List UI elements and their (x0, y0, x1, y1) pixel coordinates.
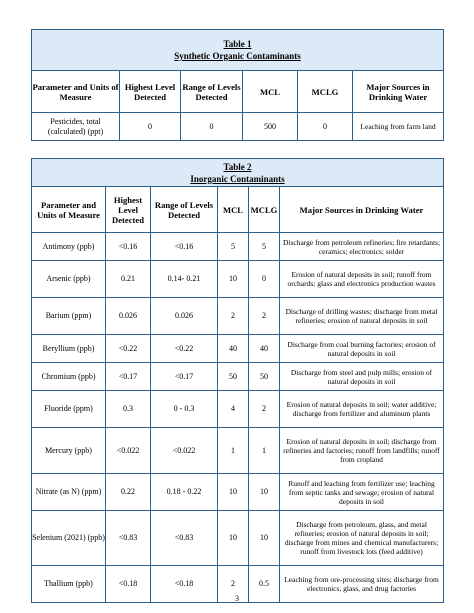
cell-range: <0.16 (151, 233, 218, 261)
col-header-mcl: MCL (218, 187, 249, 233)
table-row (32, 233, 444, 261)
table-row (32, 261, 444, 298)
cell-mcl: 4 (218, 391, 249, 428)
cell-source: Erosion of natural deposits in soil; runoff from orchards; glass and electronics production wastes (280, 261, 444, 298)
cell-source: Discharge from coal burning factories; erosion of natural deposits in soil (280, 335, 444, 363)
cell-source: Discharge from petroleum, glass, and metal refineries; erosion of natural deposits in soil; discharge from mines and chemical manufacturers; runoff from livestock lots (feed additive) (280, 511, 444, 566)
cell-parameter: Pesticides, total (calculated) (ppt) (32, 113, 120, 141)
cell-source: Leaching from ore-processing sites; discharge from electronics, glass, and drug factories (280, 566, 444, 603)
cell-highest: <0.22 (106, 335, 151, 363)
table1-header-row (32, 71, 444, 113)
table1-title (32, 30, 444, 71)
cell-parameter: Chromium (ppb) (32, 363, 106, 391)
table-row (32, 474, 444, 511)
cell-mclg: 2 (249, 298, 280, 335)
cell-parameter: Beryllium (ppb) (32, 335, 106, 363)
cell-source: Runoff and leaching from fertilizer use; leaching from septic tanks and sewage; erosion of natural deposits in soil (280, 474, 444, 511)
cell-mclg: 2 (249, 391, 280, 428)
cell-mclg: 0 (249, 261, 280, 298)
cell-highest: <0.16 (106, 233, 151, 261)
col-header-sources: Major Sources in Drinking Water (353, 71, 444, 113)
cell-highest: 0.026 (106, 298, 151, 335)
cell-highest: 0.3 (106, 391, 151, 428)
col-header-mclg: MCLG (249, 187, 280, 233)
col-header-mclg: MCLG (298, 71, 353, 113)
cell-source: Leaching from farm land (353, 113, 444, 141)
col-header-sources: Major Sources in Drinking Water (280, 187, 444, 233)
cell-parameter: Antimony (ppb) (32, 233, 106, 261)
table-row (32, 428, 444, 474)
col-header-highest: Highest Level Detected (120, 71, 181, 113)
cell-source: Erosion of natural deposits in soil; water additive; discharge from fertilizer and aluminum plants (280, 391, 444, 428)
table2-title-number: Table 2 (223, 161, 252, 172)
cell-highest: <0.022 (106, 428, 151, 474)
cell-range: <0.022 (151, 428, 218, 474)
cell-parameter: Selenium (2021) (ppb) (32, 511, 106, 566)
cell-source: Discharge from petroleum refineries; fire retardants; ceramics; electronics; solder (280, 233, 444, 261)
cell-source: Discharge from steel and pulp mills; erosion of natural deposits in soil (280, 363, 444, 391)
cell-mcl: 50 (218, 363, 249, 391)
cell-highest: 0.22 (106, 474, 151, 511)
cell-mcl: 10 (218, 511, 249, 566)
cell-range: <0.18 (151, 566, 218, 603)
cell-mcl: 1 (218, 428, 249, 474)
col-header-parameter: Parameter and Units of Measure (32, 71, 120, 113)
table-inorganic-contaminants (31, 158, 444, 603)
table-synthetic-organic-contaminants (31, 29, 444, 141)
cell-parameter: Barium (ppm) (32, 298, 106, 335)
col-header-range: Range of Levels Detected (181, 71, 243, 113)
col-header-range: Range of Levels Detected (151, 187, 218, 233)
table-row (32, 363, 444, 391)
cell-mcl: 40 (218, 335, 249, 363)
cell-mclg: 0.5 (249, 566, 280, 603)
cell-range: 0.14- 0.21 (151, 261, 218, 298)
cell-mcl: 10 (218, 474, 249, 511)
table-row (32, 298, 444, 335)
cell-parameter: Mercury (ppb) (32, 428, 106, 474)
table-row (32, 335, 444, 363)
cell-highest: 0 (120, 113, 181, 141)
cell-range: <0.22 (151, 335, 218, 363)
cell-parameter: Thallium (ppb) (32, 566, 106, 603)
cell-mclg: 5 (249, 233, 280, 261)
cell-mclg: 10 (249, 474, 280, 511)
cell-range: 0.026 (151, 298, 218, 335)
col-header-mcl: MCL (243, 71, 298, 113)
table1-title-text: Synthetic Organic Contaminants (174, 51, 301, 61)
cell-highest: <0.17 (106, 363, 151, 391)
table-row (32, 113, 444, 141)
cell-range: 0.18 - 0.22 (151, 474, 218, 511)
cell-source: Erosion of natural deposits in soil; discharge from refineries and factories; runoff from landfills; runoff from cropland (280, 428, 444, 474)
cell-parameter: Nitrate (as N) (ppm) (32, 474, 106, 511)
cell-range: <0.83 (151, 511, 218, 566)
cell-mcl: 500 (243, 113, 298, 141)
page-number: 3 (235, 594, 239, 603)
table2-title (32, 159, 444, 187)
cell-mcl: 5 (218, 233, 249, 261)
col-header-parameter: Parameter and Units of Measure (32, 187, 106, 233)
table2-header-row (32, 187, 444, 233)
cell-source: Discharge of drilling wastes; discharge from metal refineries; erosion of natural deposits in soil (280, 298, 444, 335)
cell-parameter: Fluoride (ppm) (32, 391, 106, 428)
cell-mclg: 10 (249, 511, 280, 566)
cell-highest: <0.83 (106, 511, 151, 566)
table2-title-text: Inorganic Contaminants (190, 173, 285, 184)
cell-mclg: 1 (249, 428, 280, 474)
cell-parameter: Arsenic (ppb) (32, 261, 106, 298)
cell-highest: <0.18 (106, 566, 151, 603)
cell-range: <0.17 (151, 363, 218, 391)
cell-mclg: 40 (249, 335, 280, 363)
cell-range: 0 - 0.3 (151, 391, 218, 428)
table-row (32, 391, 444, 428)
cell-mcl: 2 (218, 298, 249, 335)
cell-highest: 0.21 (106, 261, 151, 298)
table-row (32, 511, 444, 566)
cell-range: 0 (181, 113, 243, 141)
cell-mcl: 2 (218, 566, 249, 603)
table1-title-number: Table 1 (223, 39, 252, 49)
col-header-highest: Highest Level Detected (106, 187, 151, 233)
cell-mclg: 50 (249, 363, 280, 391)
cell-mclg: 0 (298, 113, 353, 141)
cell-mcl: 10 (218, 261, 249, 298)
